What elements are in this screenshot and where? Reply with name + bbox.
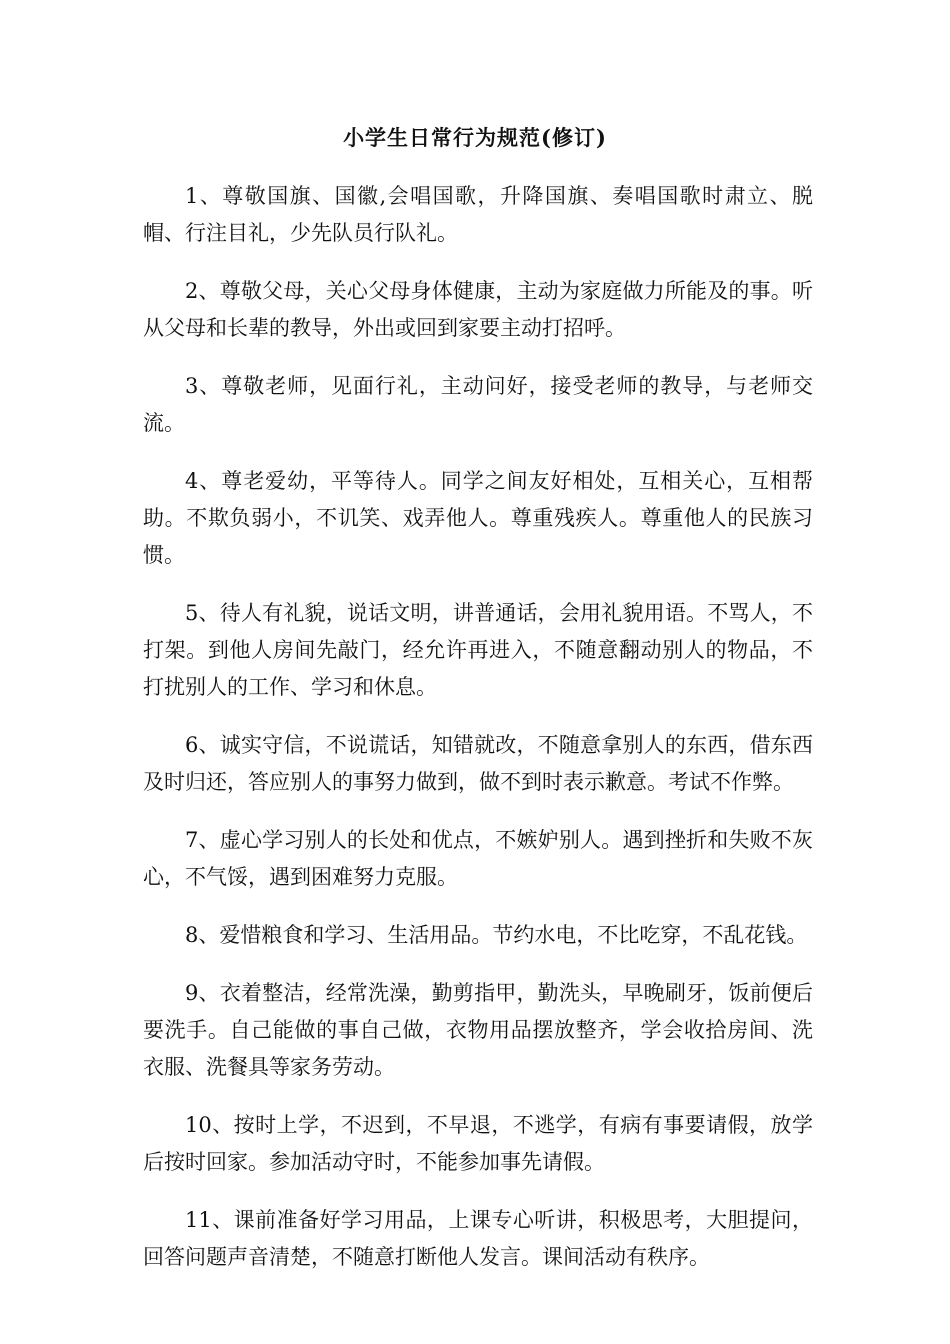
rule-paragraph-10: 10、按时上学，不迟到，不早退，不逃学，有病有事要请假，放学后按时回家。参加活动守时，不能参加事先请假。 [143,1113,813,1174]
rule-paragraph-4: 4、尊老爱幼，平等待人。同学之间友好相处，互相关心，互相帮助。不欺负弱小，不讥笑、戏弄他人。尊重残疾人。尊重他人的民族习惯。 [143,469,813,567]
rule-paragraph-8: 8、爱惜粮食和学习、生活用品。节约水电，不比吃穿，不乱花钱。 [185,923,808,947]
document-body [143,178,813,1297]
document-title: 小学生日常行为规范(修订) [343,125,607,150]
rule-paragraph-3: 3、尊敬老师，见面行礼，主动问好，接受老师的教导，与老师交流。 [143,374,813,435]
rule-paragraph-11: 11、课前准备好学习用品，上课专心听讲，积极思考，大胆提问，回答问题声音清楚，不随意打断他人发言。课间活动有秩序。 [143,1208,813,1269]
rule-paragraph-5: 5、待人有礼貌，说话文明，讲普通话，会用礼貌用语。不骂人，不打架。到他人房间先敲门，经允许再进入，不随意翻动别人的物品，不打扰别人的工作、学习和休息。 [143,601,813,699]
rule-paragraph-2: 2、尊敬父母，关心父母身体健康，主动为家庭做力所能及的事。听从父母和长辈的教导，外出或回到家要主动打招呼。 [143,279,813,340]
rule-paragraph-6: 6、诚实守信，不说谎话，知错就改，不随意拿别人的东西，借东西及时归还，答应别人的事努力做到，做不到时表示歉意。考试不作弊。 [143,733,813,794]
rule-paragraph-1: 1、尊敬国旗、国徽,会唱国歌，升降国旗、奏唱国歌时肃立、脱帽、行注目礼，少先队员行队礼。 [143,184,813,245]
rule-paragraph-7: 7、虚心学习别人的长处和优点，不嫉妒别人。遇到挫折和失败不灰心，不气馁，遇到困难努力克服。 [143,828,813,889]
rule-paragraph-9: 9、衣着整洁，经常洗澡，勤剪指甲，勤洗头，早晚刷牙，饭前便后要洗手。自己能做的事自己做，衣物用品摆放整齐，学会收拾房间、洗衣服、洗餐具等家务劳动。 [143,981,813,1079]
